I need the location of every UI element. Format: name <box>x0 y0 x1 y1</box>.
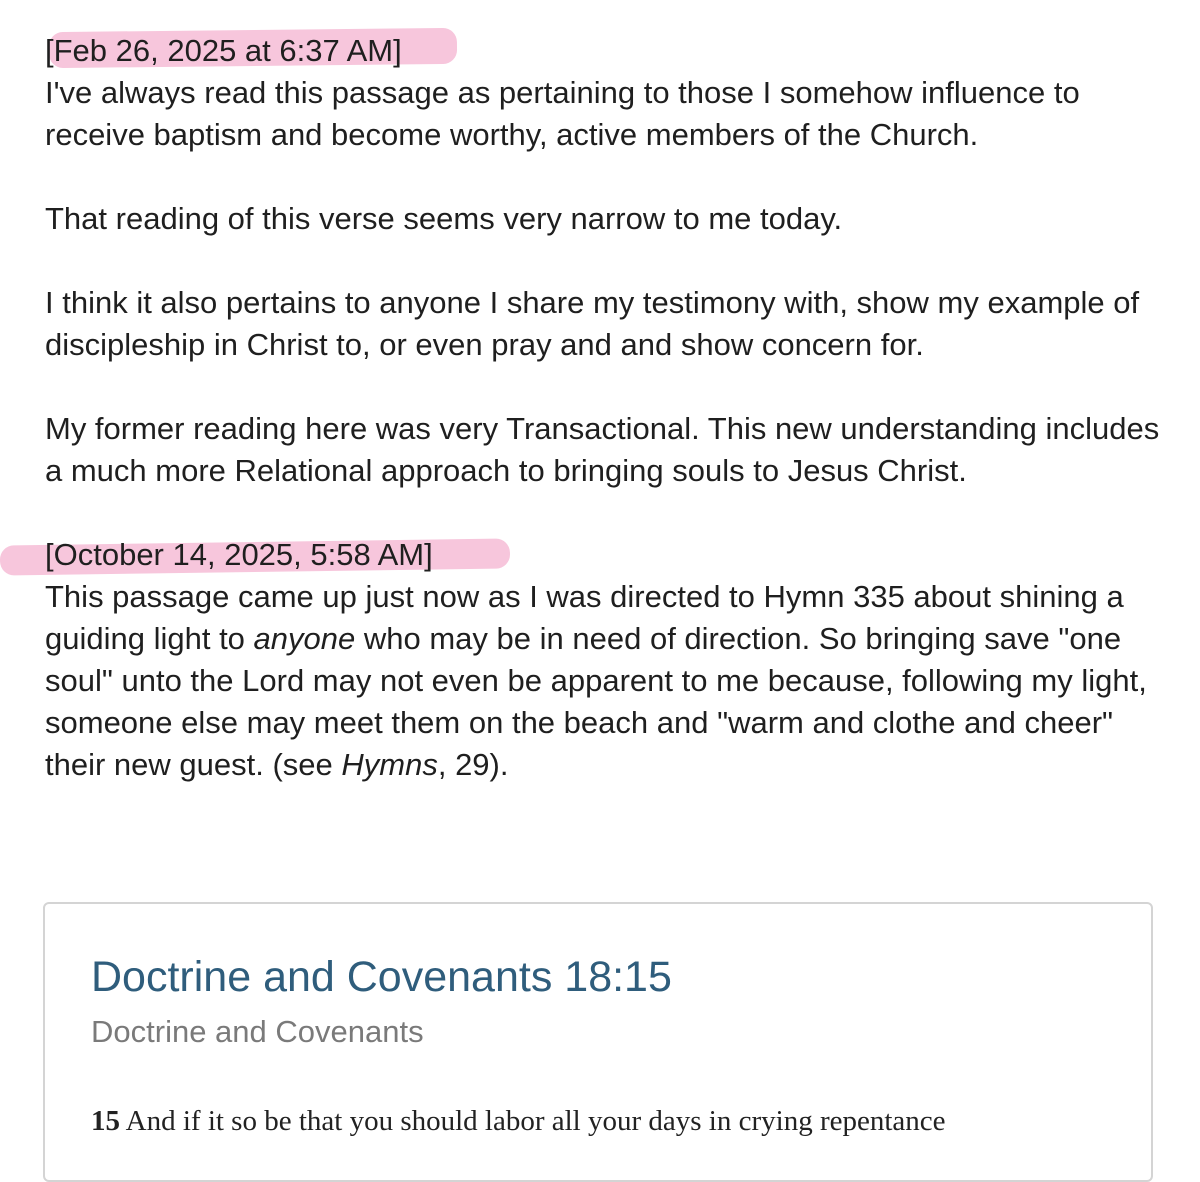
entry-timestamp: [October 14, 2025, 5:58 AM] <box>45 537 433 572</box>
timestamp-row <box>45 30 1165 72</box>
scripture-book-subtitle: Doctrine and Covenants <box>91 1014 424 1049</box>
entry-paragraph: I've always read this passage as pertaining to those I somehow influence to receive baptism and become worthy, active members of the Church. <box>45 75 1080 152</box>
scripture-verse <box>91 1102 946 1140</box>
paragraph-text: This passage came up just now as I was directed to Hymn 335 about shining a guiding light to <box>45 579 1124 656</box>
entry-timestamp: [Feb 26, 2025 at 6:37 AM] <box>45 33 402 68</box>
journal-notes <box>45 30 1165 786</box>
emphasis-text: anyone <box>253 621 356 656</box>
scripture-reference-title[interactable]: Doctrine and Covenants 18:15 <box>91 953 672 1001</box>
paragraph-text: who may be in need of direction. So bringing save "one soul" unto the Lord may not even be apparent to me because, following my light, someone else may meet them on the beach and "warm and clothe and cheer" their new guest. (see <box>45 621 1147 782</box>
paragraph-text: , 29). <box>437 747 509 782</box>
entry-paragraph: That reading of this verse seems very narrow to me today. <box>45 201 843 236</box>
verse-number: 15 <box>91 1105 120 1137</box>
journal-entry-2 <box>45 534 1165 786</box>
entry-paragraph <box>45 576 1165 786</box>
entry-paragraph: I think it also pertains to anyone I share my testimony with, show my example of discipleship in Christ to, or even pray and and show concern for. <box>45 285 1140 362</box>
entry-paragraph: My former reading here was very Transactional. This new understanding includes a much more Relational approach to bringing souls to Jesus Christ. <box>45 411 1160 488</box>
scripture-reference-card[interactable] <box>43 902 1153 1182</box>
hymns-citation: Hymns <box>341 747 438 782</box>
journal-entry-1 <box>45 30 1165 492</box>
verse-text: And if it so be that you should labor all your days in crying repentance <box>125 1105 946 1137</box>
timestamp-row <box>45 534 1165 576</box>
